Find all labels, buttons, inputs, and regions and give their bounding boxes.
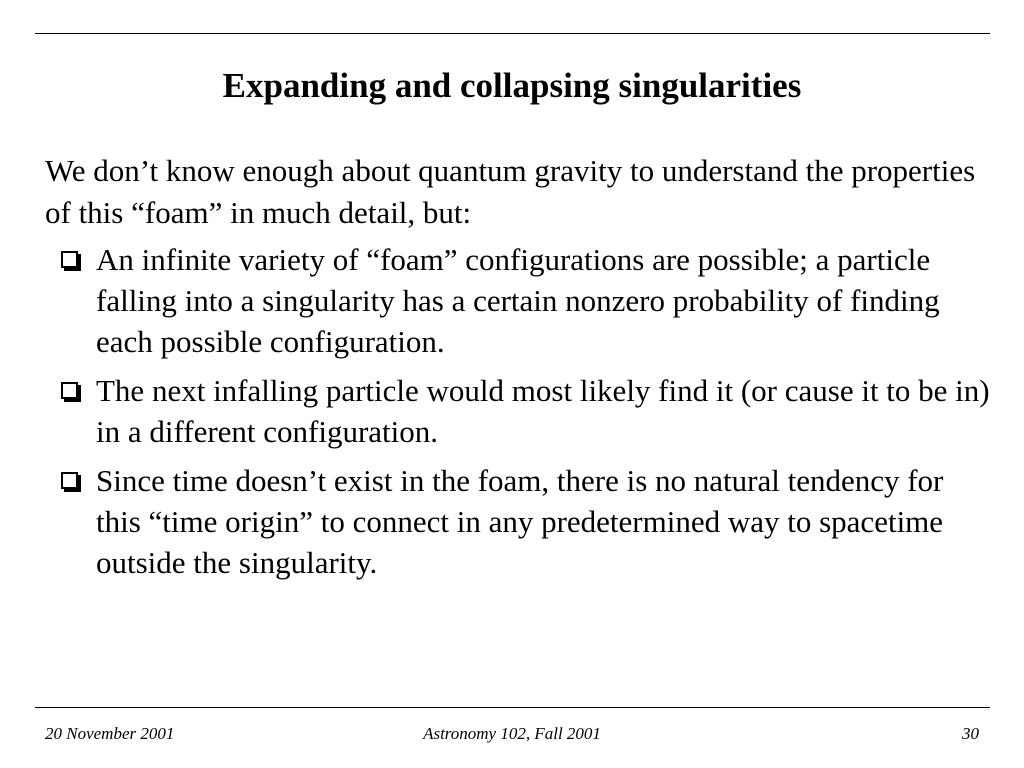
checkbox-bullet-icon — [61, 472, 78, 489]
bullet-text: An infinite variety of “foam” configurations are possible; a particle falling into a singularity has a certain nonzero probability of finding each possible configuration. — [96, 242, 940, 359]
footer-page-number: 30 — [962, 724, 979, 743]
top-rule — [35, 33, 990, 34]
bullet-list — [45, 239, 995, 591]
bullet-item — [45, 239, 995, 362]
checkbox-bullet-icon — [61, 382, 78, 399]
intro-paragraph: We don’t know enough about quantum gravity to understand the properties of this “foam” in much detail, but: — [45, 153, 976, 230]
bullet-text: Since time doesn’t exist in the foam, there is no natural tendency for this “time origin” to connect in any predetermined way to spacetime outside the singularity. — [96, 463, 944, 580]
bullet-text: The next infalling particle would most likely find it (or cause it to be in) in a different configuration. — [96, 373, 990, 449]
slide-title: Expanding and collapsing singularities — [222, 66, 802, 105]
footer-course: Astronomy 102, Fall 2001 — [423, 724, 601, 743]
bullet-item — [45, 370, 995, 452]
bullet-item — [45, 460, 995, 583]
bottom-rule — [35, 707, 990, 708]
checkbox-bullet-icon — [61, 251, 78, 268]
footer-date: 20 November 2001 — [45, 724, 175, 743]
